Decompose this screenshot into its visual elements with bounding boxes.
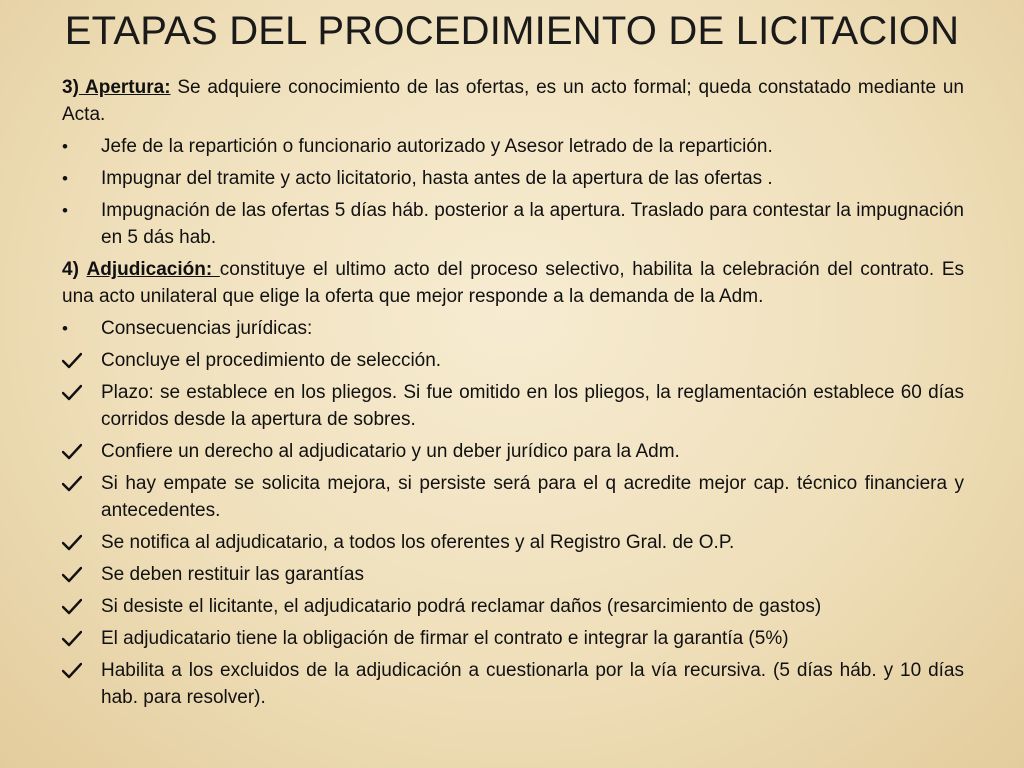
check-mark-icon	[62, 630, 82, 647]
check-item-text: Plazo: se establece en los pliegos. Si fue omitido en los pliegos, la reglamentación establece 60 días corridos desde la apertura de sobres.	[101, 382, 964, 430]
adjudicacion-number: 4)	[62, 259, 79, 280]
check-item-text: El adjudicatario tiene la obligación de firmar el contrato e integrar la garantía (5%)	[101, 628, 789, 649]
slide-content	[62, 74, 964, 716]
bullet-dot-icon: •	[62, 169, 68, 188]
check-item	[62, 561, 964, 588]
bullet-dot-icon: •	[62, 201, 68, 220]
apertura-bullet-item	[62, 165, 964, 192]
check-mark-icon	[62, 598, 82, 615]
apertura-heading: Apertura:	[78, 77, 171, 98]
slide-title: ETAPAS DEL PROCEDIMIENTO DE LICITACION	[64, 9, 960, 53]
apertura-bullet-item	[62, 133, 964, 160]
apertura-bullet-text: Jefe de la repartición o funcionario autorizado y Asesor letrado de la repartición.	[101, 136, 773, 157]
check-item	[62, 529, 964, 556]
apertura-number: 3)	[62, 77, 79, 98]
apertura-bullet-item	[62, 197, 964, 251]
adjudicacion-heading: Adjudicación:	[86, 259, 220, 280]
check-item-text: Concluye el procedimiento de selección.	[101, 350, 442, 371]
check-item	[62, 438, 964, 465]
check-mark-icon	[62, 352, 82, 369]
check-mark-icon	[62, 443, 82, 460]
apertura-paragraph	[62, 74, 964, 128]
apertura-text: Se adquiere conocimiento de las ofertas, es un acto formal; queda constatado mediante un Acta.	[62, 77, 964, 125]
check-item	[62, 347, 964, 374]
check-mark-icon	[62, 662, 82, 679]
bullet-dot-icon: •	[62, 319, 68, 338]
check-item-text: Se deben restituir las garantías	[101, 564, 364, 585]
check-item-text: Habilita a los excluidos de la adjudicación a cuestionarla por la vía recursiva. (5 días háb. y 10 días hab. para resolver).	[101, 660, 964, 708]
check-item-text: Si desiste el licitante, el adjudicatario podrá reclamar daños (resarcimiento de gastos)	[101, 596, 822, 617]
check-item	[62, 379, 964, 433]
apertura-bullet-text: Impugnación de las ofertas 5 días háb. posterior a la apertura. Traslado para contestar la impugnación en 5 dás hab.	[101, 200, 964, 248]
adjudicacion-bullet-item	[62, 315, 964, 342]
adjudicacion-paragraph	[62, 256, 964, 310]
adjudicacion-text: constituye el ultimo acto del proceso selectivo, habilita la celebración del contrato. Es una acto unilateral que elige la oferta que mejor responde a la demanda de la Adm.	[62, 259, 964, 307]
check-mark-icon	[62, 566, 82, 583]
apertura-bullet-text: Impugnar del tramite y acto licitatorio, hasta antes de la apertura de las ofertas .	[101, 168, 773, 189]
check-mark-icon	[62, 475, 82, 492]
check-mark-icon	[62, 534, 82, 551]
adjudicacion-bullet-text: Consecuencias jurídicas:	[101, 318, 313, 339]
bullet-dot-icon: •	[62, 137, 68, 156]
check-item-text: Confiere un derecho al adjudicatario y un deber jurídico para la Adm.	[101, 441, 680, 462]
check-item	[62, 470, 964, 524]
check-item	[62, 657, 964, 711]
check-item-text: Si hay empate se solicita mejora, si persiste será para el q acredite mejor cap. técnico financiera y antecedentes.	[101, 473, 964, 521]
check-mark-icon	[62, 384, 82, 401]
check-item	[62, 593, 964, 620]
check-item-text: Se notifica al adjudicatario, a todos los oferentes y al Registro Gral. de O.P.	[101, 532, 735, 553]
check-item	[62, 625, 964, 652]
